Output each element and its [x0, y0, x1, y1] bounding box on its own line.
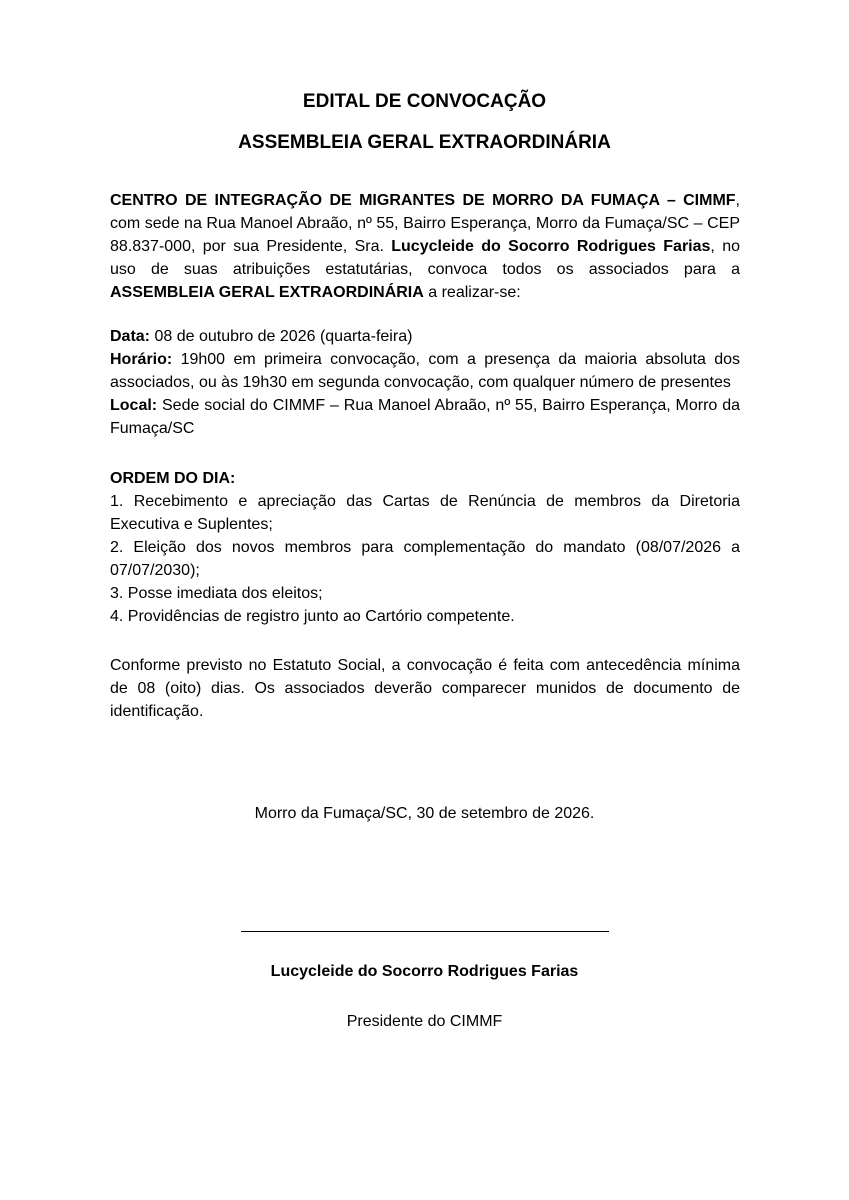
agenda-section [110, 467, 740, 628]
signature-line [241, 931, 609, 932]
closing-paragraph: Conforme previsto no Estatuto Social, a convocação é feita com antecedência mínima de 08 (oito) dias. Os associados deverão comparecer munidos de documento de identificação. [110, 657, 740, 720]
time-label: Horário: [110, 351, 173, 368]
document-title: EDITAL DE CONVOCAÇÃO [302, 91, 547, 112]
intro-text-3: a realizar-se: [423, 284, 521, 301]
document-subtitle: ASSEMBLEIA GERAL EXTRAORDINÁRIA [238, 132, 611, 153]
agenda-item: 2. Eleição dos novos membros para complementação do mandato (08/07/2026 a 07/07/2030); [110, 539, 740, 579]
agenda-item: 4. Providências de registro junto ao Cartório competente. [110, 608, 515, 625]
intro-paragraph [110, 189, 740, 304]
signer-name: Lucycleide do Socorro Rodrigues Farias [270, 963, 579, 980]
agenda-item: 3. Posse imediata dos eleitos; [110, 585, 323, 602]
assembly-name: ASSEMBLEIA GERAL EXTRAORDINÁRIA [110, 284, 424, 301]
intro-text-1: , com sede na Rua Manoel Abraão, nº 55, Bairro Esperança, Morro da Fumaça/SC – CEP 88.837-000, por sua Presidente, Sra. [110, 192, 740, 255]
location-label: Local: [110, 397, 158, 414]
intro-text-2: , no uso de suas atribuições estatutárias, convoca todos os associados para a [110, 238, 740, 278]
org-name: CENTRO DE INTEGRAÇÃO DE MIGRANTES DE MORRO DA FUMAÇA – CIMMF [110, 192, 736, 209]
date-value: 08 de outubro de 2026 (quarta-feira) [150, 328, 413, 345]
location-line [110, 394, 740, 440]
president-name: Lucycleide do Socorro Rodrigues Farias [391, 238, 711, 255]
time-value: 19h00 em primeira convocação, com a presença da maioria absoluta dos associados, ou às 19h30 em segunda convocação, com qualquer número de presentes [110, 351, 740, 391]
signer-role: Presidente do CIMMF [346, 1013, 503, 1030]
date-label: Data: [110, 328, 151, 345]
place-and-date: Morro da Fumaça/SC, 30 de setembro de 2026. [254, 805, 595, 822]
agenda-heading: ORDEM DO DIA: [110, 470, 236, 487]
location-value: Sede social do CIMMF – Rua Manoel Abraão, nº 55, Bairro Esperança, Morro da Fumaça/SC [110, 397, 740, 437]
time-line [110, 348, 740, 394]
agenda-item: 1. Recebimento e apreciação das Cartas de Renúncia de membros da Diretoria Executiva e Suplentes; [110, 493, 740, 533]
meeting-details [110, 325, 740, 440]
date-line [110, 325, 740, 348]
